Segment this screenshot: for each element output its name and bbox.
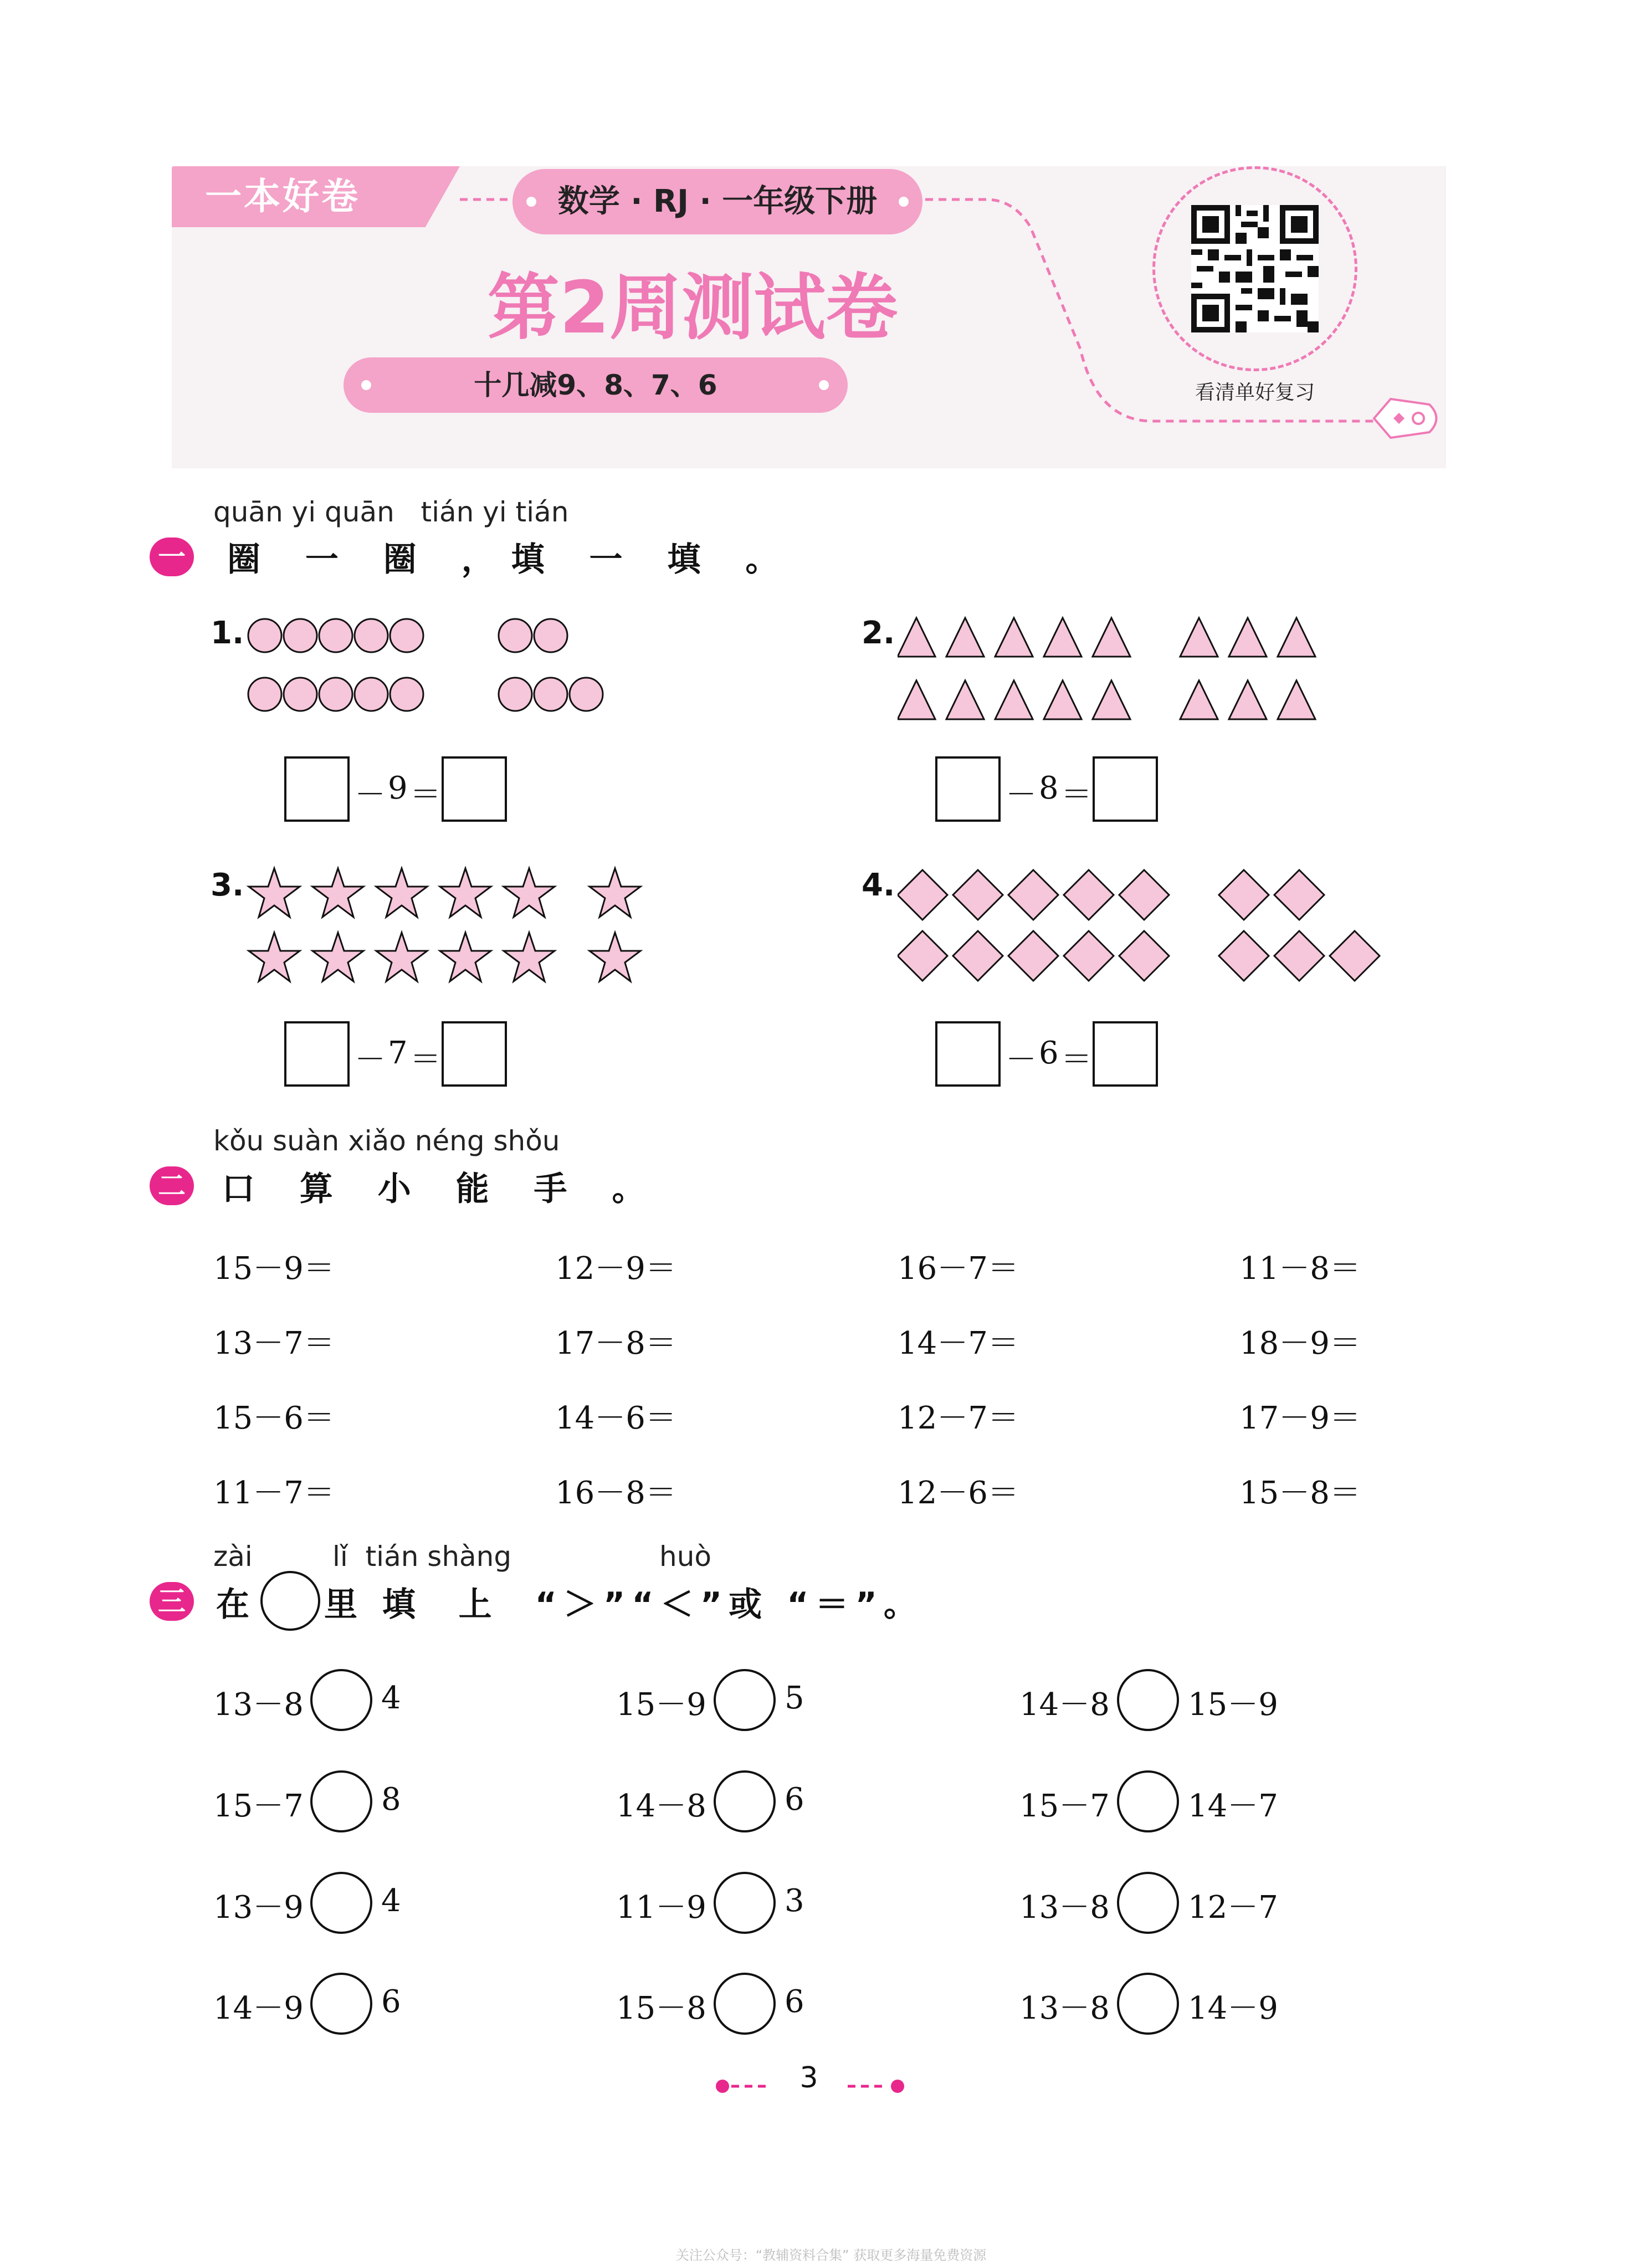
compare-circle[interactable]: [714, 1770, 776, 1832]
diamond-shape: [898, 870, 947, 920]
compare-right: 5: [785, 1680, 804, 1716]
circle-group: [244, 612, 621, 723]
compare-right: 3: [785, 1883, 804, 1919]
diamond-shape: [1119, 931, 1169, 981]
compare-left: 15－7: [213, 1788, 304, 1824]
triangle-shape: [995, 618, 1033, 657]
circle-shape: [570, 678, 603, 711]
triangle-shape: [1044, 618, 1081, 657]
compare-right: 4: [381, 1680, 401, 1716]
compare-circle[interactable]: [1117, 1770, 1179, 1832]
triangle-shape: [1093, 680, 1130, 719]
circle-shape: [390, 619, 423, 652]
diamond-shape: [1119, 870, 1169, 920]
compare-circle[interactable]: [1117, 1669, 1179, 1731]
compare-left: 14－9: [213, 1990, 304, 2026]
circle-shape: [284, 678, 317, 711]
equation-operator: －: [1006, 1042, 1037, 1078]
diamond-shape: [898, 931, 947, 981]
circle-shape: [248, 678, 281, 711]
diamond-shape: [1330, 931, 1380, 981]
triangle-shape: [1278, 618, 1315, 657]
qr-code-icon[interactable]: [1191, 205, 1319, 332]
triangle-shape: [1229, 680, 1267, 719]
calc-problem: 11－8＝: [1239, 1251, 1361, 1287]
star-shape: [590, 933, 640, 981]
compare-left: 13－8: [1019, 1990, 1110, 2026]
compare-right: 6: [785, 1984, 804, 2020]
star-shape: [504, 868, 555, 917]
compare-circle[interactable]: [714, 1973, 776, 2035]
compare-circle[interactable]: [310, 1973, 372, 2035]
footer-watermark: 关注公众号：“教辅资料合集” 获取更多海量免费资源: [675, 2247, 987, 2263]
compare-circle[interactable]: [310, 1669, 372, 1731]
circle-shape: [319, 678, 352, 711]
answer-box[interactable]: [935, 1021, 1001, 1087]
page-title: 第2周测试卷: [487, 265, 898, 350]
section2-pinyin: kǒu suàn xiǎo néng shǒu: [213, 1125, 560, 1157]
triangle-shape: [898, 618, 935, 657]
triangle-shape: [946, 618, 984, 657]
equation-subtrahend: 8: [1039, 770, 1059, 806]
section3-pinyin: lǐ tián shàng: [332, 1540, 512, 1573]
calc-problem: 15－6＝: [213, 1400, 335, 1436]
triangle-shape: [898, 680, 935, 719]
compare-left: 15－8: [616, 1990, 706, 2026]
circle-shape: [499, 619, 532, 652]
compare-right: 6: [785, 1781, 804, 1818]
triangle-shape: [1278, 680, 1315, 719]
compare-right: 15－9: [1188, 1687, 1278, 1723]
circle-shape: [355, 678, 388, 711]
section2-title: 口 算 小 能 手 。: [222, 1170, 662, 1209]
circle-shape: [499, 678, 532, 711]
question-number: 1.: [211, 615, 244, 651]
answer-box[interactable]: [284, 756, 350, 822]
circle-shape: [284, 619, 317, 652]
diamond-group: [898, 862, 1385, 989]
compare-left: 14－8: [616, 1788, 706, 1824]
calc-problem: 12－6＝: [898, 1475, 1019, 1511]
compare-left: 15－9: [616, 1687, 706, 1723]
equation-subtrahend: 6: [1039, 1035, 1059, 1071]
circle-shape: [534, 619, 567, 652]
diamond-shape: [1064, 931, 1114, 981]
diamond-shape: [1008, 931, 1058, 981]
section1-title: 圈 一 圈 ，填 一 填 。: [227, 540, 796, 579]
diamond-shape: [1219, 931, 1269, 981]
calc-problem: 14－6＝: [555, 1400, 676, 1436]
calc-problem: 18－9＝: [1239, 1325, 1361, 1361]
equation-subtrahend: 9: [388, 770, 408, 806]
equation-equals: ＝: [1061, 777, 1092, 813]
question-number: 4.: [862, 867, 895, 903]
brand-label: 一本好卷: [205, 175, 360, 218]
equation-equals: ＝: [1061, 1042, 1092, 1078]
section3-pinyin-huo: huò: [659, 1540, 711, 1573]
calc-problem: 13－7＝: [213, 1325, 335, 1361]
compare-circle[interactable]: [310, 1770, 372, 1832]
compare-circle[interactable]: [310, 1872, 372, 1934]
compare-circle[interactable]: [714, 1669, 776, 1731]
circle-shape: [534, 678, 567, 711]
rocket-icon: [1368, 388, 1446, 449]
answer-box[interactable]: [442, 1021, 507, 1087]
triangle-shape: [1180, 680, 1218, 719]
question-number: 3.: [211, 867, 244, 903]
subject-label: 数学 · RJ · 一年级下册: [557, 183, 878, 219]
equation-operator: －: [355, 777, 386, 813]
answer-box[interactable]: [1093, 756, 1158, 822]
answer-box[interactable]: [935, 756, 1001, 822]
compare-right: 8: [381, 1781, 401, 1818]
circle-shape: [355, 619, 388, 652]
star-shape: [440, 868, 491, 917]
triangle-shape: [1229, 618, 1267, 657]
calc-problem: 17－8＝: [555, 1325, 676, 1361]
star-shape: [376, 933, 427, 981]
circle-shape: [390, 678, 423, 711]
compare-left: 11－9: [616, 1890, 706, 1926]
star-shape: [312, 868, 363, 917]
answer-box[interactable]: [1093, 1021, 1158, 1087]
triangle-group: [898, 615, 1330, 726]
answer-box[interactable]: [284, 1021, 350, 1087]
triangle-shape: [1093, 618, 1130, 657]
triangle-shape: [946, 680, 984, 719]
topic-label: 十几减9、8、7、6: [474, 369, 717, 401]
star-shape: [590, 868, 640, 917]
triangle-shape: [1180, 618, 1218, 657]
calc-problem: 15－9＝: [213, 1251, 335, 1287]
equation-equals: ＝: [410, 1042, 441, 1078]
calc-problem: 14－7＝: [898, 1325, 1019, 1361]
compare-right: 14－7: [1188, 1788, 1278, 1824]
star-shape: [249, 868, 300, 917]
compare-left: 15－7: [1019, 1788, 1110, 1824]
circle-shape: [319, 619, 352, 652]
diamond-shape: [953, 931, 1003, 981]
compare-circle[interactable]: [1117, 1973, 1179, 2035]
triangle-shape: [995, 680, 1033, 719]
compare-left: 13－9: [213, 1890, 304, 1926]
section1-pinyin: quān yi quān tián yi tián: [213, 496, 569, 528]
circle-shape: [248, 619, 281, 652]
section3-badge: 三: [150, 1582, 194, 1621]
section2-badge: 二: [150, 1166, 194, 1205]
diamond-shape: [1219, 870, 1269, 920]
calc-problem: 11－7＝: [213, 1475, 335, 1511]
compare-circle[interactable]: [714, 1872, 776, 1934]
diamond-shape: [1008, 870, 1058, 920]
equation-operator: －: [1006, 777, 1037, 813]
diamond-shape: [1064, 870, 1114, 920]
answer-box[interactable]: [442, 756, 507, 822]
question-number: 2.: [862, 615, 895, 651]
diamond-shape: [1274, 931, 1324, 981]
compare-left: 13－8: [213, 1687, 304, 1723]
compare-right: 12－7: [1188, 1890, 1278, 1926]
star-shape: [376, 868, 427, 917]
calc-problem: 16－7＝: [898, 1251, 1019, 1287]
page-number: 3: [799, 2061, 818, 2095]
section3-title-b: 里 填 上 “＞”“＜”或 “＝”。: [324, 1585, 924, 1624]
star-shape: [249, 933, 300, 981]
calc-problem: 12－9＝: [555, 1251, 676, 1287]
star-shape: [440, 933, 491, 981]
equation-operator: －: [355, 1042, 386, 1078]
compare-right: 4: [381, 1883, 401, 1919]
diamond-shape: [953, 870, 1003, 920]
equation-subtrahend: 7: [388, 1035, 408, 1071]
compare-right: 6: [381, 1984, 401, 2020]
qr-caption: 看清单好复习: [1195, 381, 1315, 404]
triangle-shape: [1044, 680, 1081, 719]
compare-left: 14－8: [1019, 1687, 1110, 1723]
example-circle-icon: [260, 1571, 320, 1631]
section1-badge: 一: [150, 537, 194, 576]
section3-pinyin-zai: zài: [213, 1540, 253, 1573]
star-shape: [312, 933, 363, 981]
calc-problem: 15－8＝: [1239, 1475, 1361, 1511]
calc-problem: 17－9＝: [1239, 1400, 1361, 1436]
compare-right: 14－9: [1188, 1990, 1278, 2026]
equation-equals: ＝: [410, 777, 441, 813]
star-group: [244, 862, 654, 995]
calc-problem: 12－7＝: [898, 1400, 1019, 1436]
compare-left: 13－8: [1019, 1890, 1110, 1926]
diamond-shape: [1274, 870, 1324, 920]
calc-problem: 16－8＝: [555, 1475, 676, 1511]
star-shape: [504, 933, 555, 981]
compare-circle[interactable]: [1117, 1872, 1179, 1934]
section3-title-a: 在: [216, 1585, 249, 1624]
